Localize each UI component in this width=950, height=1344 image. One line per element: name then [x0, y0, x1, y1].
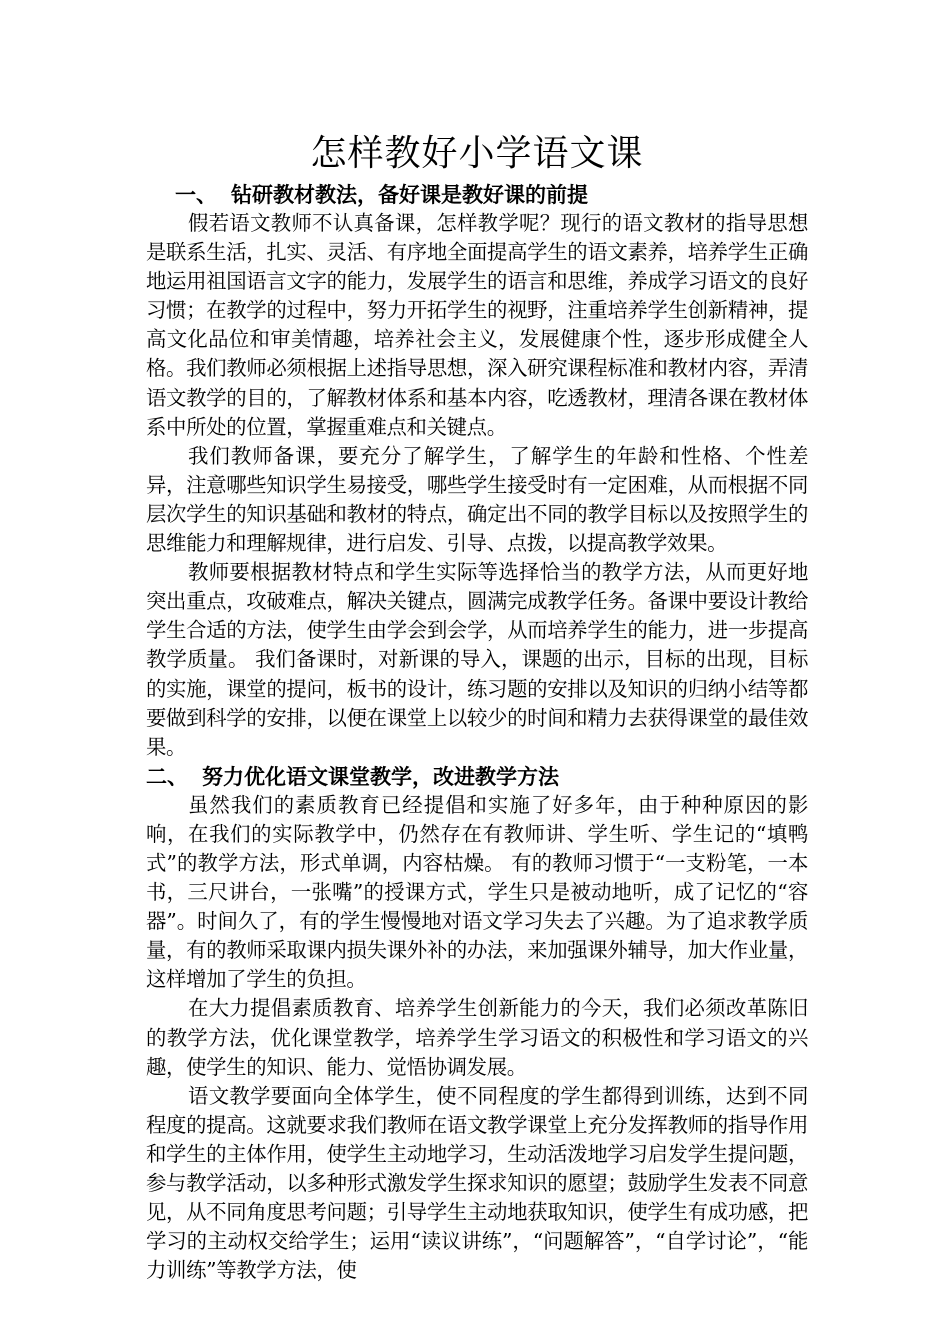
section-2-number: 二、	[146, 763, 188, 789]
document-page	[146, 128, 808, 1285]
section-1	[146, 180, 808, 762]
paragraph: 虽然我们的素质教育已经提倡和实施了好多年，由于种种原因的影响，在我们的实际教学中，仍然存在有教师讲、学生听、学生记的“填鸭式”的教学方法，形式单调，内容枯燥。 有的教师习惯于“一支粉笔，一本书，三尺讲台，一张嘴”的授课方式，学生只是被动地听，成了记忆的“容器”。时间久了，有的学生慢慢地对语文学习失去了兴趣。为了追求教学质量，有的教师采取课内损失课外补的办法，来加强课外辅导，加大作业量，这样增加了学生的负担。	[146, 792, 808, 992]
paragraph: 在大力提倡素质教育、培养学生创新能力的今天，我们必须改革陈旧的教学方法，优化课堂教学，培养学生学习语文的积极性和学习语文的兴趣，使学生的知识、能力、觉悟协调发展。	[146, 996, 808, 1079]
paragraph: 教师要根据教材特点和学生实际等选择恰当的教学方法，从而更好地突出重点，攻破难点，解决关键点，圆满完成教学任务。备课中要设计教给学生合适的方法，使学生由学会到会学，从而培养学生的能力，进一步提高教学质量。 我们备课时，对新课的导入，课题的出示，目标的出现，目标的实施，课堂的提问，板书的设计，练习题的安排以及知识的归纳小结等都要做到科学的安排，以便在课堂上以较少的时间和精力去获得课堂的最佳效果。	[146, 560, 808, 759]
section-2	[146, 762, 808, 1286]
section-2-heading	[146, 762, 808, 791]
section-1-number: 一、	[175, 182, 217, 207]
paragraph: 我们教师备课，要充分了解学生，了解学生的年龄和性格、个性差异，注意哪些知识学生易接受，哪些学生接受时有一定困难，从而根据不同层次学生的知识基础和教材的特点，确定出不同的教学目标以及按照学生的思维能力和理解规律，进行启发、引导、点拨，以提高教学效果。	[146, 443, 808, 556]
paragraph: 语文教学要面向全体学生，使不同程度的学生都得到训练，达到不同程度的提高。这就要求我们教师在语文教学课堂上充分发挥教师的指导作用和学生的主体作用，使学生主动地学习，生动活泼地学习启发学生提问题，参与教学活动，以多种形式激发学生探求知识的愿望；鼓励学生发表不同意见，从不同角度思考问题；引导学生主动地获取知识，使学生有成功感，把学习的主动权交给学生；运用“读议讲练”，“问题解答”，“自学讨论”，“能力训练”等教学方法，使	[146, 1083, 808, 1283]
section-1-heading-text: 钻研教材教法，备好课是教好课的前提	[231, 182, 588, 207]
paragraph: 假若语文教师不认真备课，怎样教学呢？现行的语文教材的指导思想是联系生活，扎实、灵活、有序地全面提高学生的语文素养，培养学生正确地运用祖国语言文字的能力，发展学生的语言和思维，养成学习语文的良好习惯；在教学的过程中，努力开拓学生的视野，注重培养学生创新精神，提高文化品位和审美情趣，培养社会主义，发展健康个性，逐步形成健全人格。我们教师必须根据上述指导思想，深入研究课程标准和教材内容，弄清语文教学的目的，了解教材体系和基本内容，吃透教材，理清各课在教材体系中所处的位置，掌握重难点和关键点。	[146, 211, 808, 439]
section-1-heading	[146, 180, 808, 209]
section-2-heading-text: 努力优化语文课堂教学，改进教学方法	[202, 763, 559, 789]
document-title: 怎样教好小学语文课	[310, 133, 644, 174]
